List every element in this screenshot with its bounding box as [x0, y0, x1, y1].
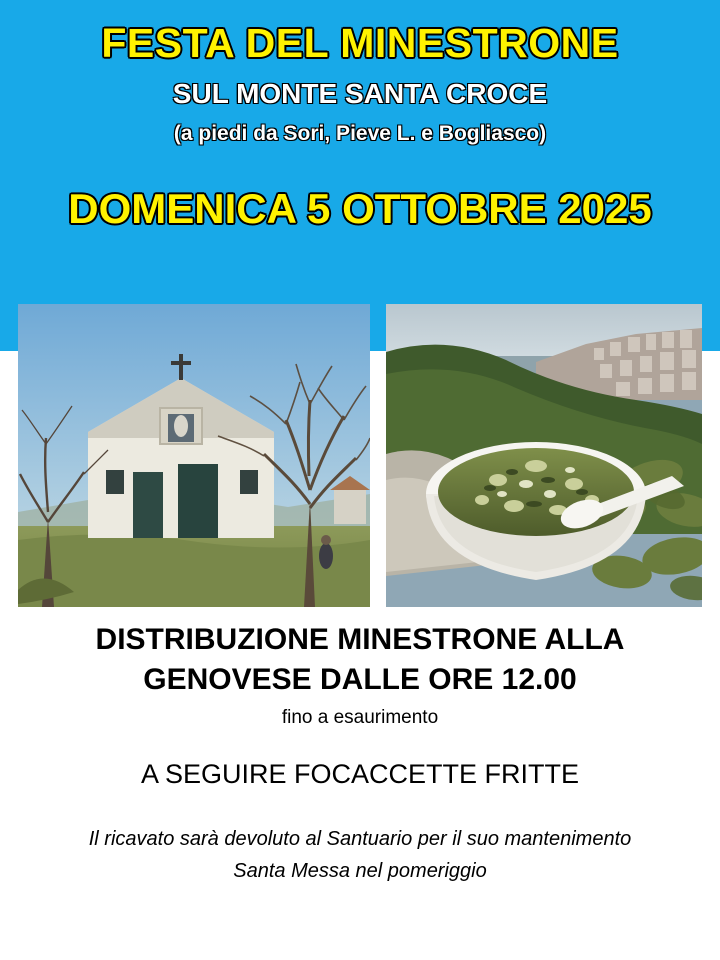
proceeds-line: Il ricavato sarà devoluto al Santuario per il suo mantenimento	[88, 828, 632, 851]
photo-row	[0, 299, 720, 612]
poster-access-note: (a piedi da Sori, Pieve L. e Bogliasco)	[173, 121, 547, 145]
distribution-line-1: DISTRIBUZIONE MINESTRONE ALLA	[95, 623, 625, 656]
chapel-photo	[18, 304, 370, 607]
until-sold-out-note: fino a esaurimento	[281, 707, 439, 729]
poster-title: FESTA DEL MINESTRONE	[101, 20, 619, 66]
chapel-photo-illustration	[18, 304, 370, 607]
focaccette-line: A SEGUIRE FOCACCETTE FRITTE	[140, 759, 580, 790]
minestrone-photo-illustration	[386, 304, 702, 607]
poster-header	[0, 0, 720, 299]
poster-details	[0, 620, 720, 886]
distribution-line-2: GENOVESE DALLE ORE 12.00	[143, 662, 577, 696]
poster-date: DOMENICA 5 OTTOBRE 2025	[68, 184, 652, 232]
mass-line: Santa Messa nel pomeriggio	[233, 860, 487, 883]
poster-subtitle: SUL MONTE SANTA CROCE	[172, 78, 548, 110]
minestrone-photo	[386, 304, 702, 607]
